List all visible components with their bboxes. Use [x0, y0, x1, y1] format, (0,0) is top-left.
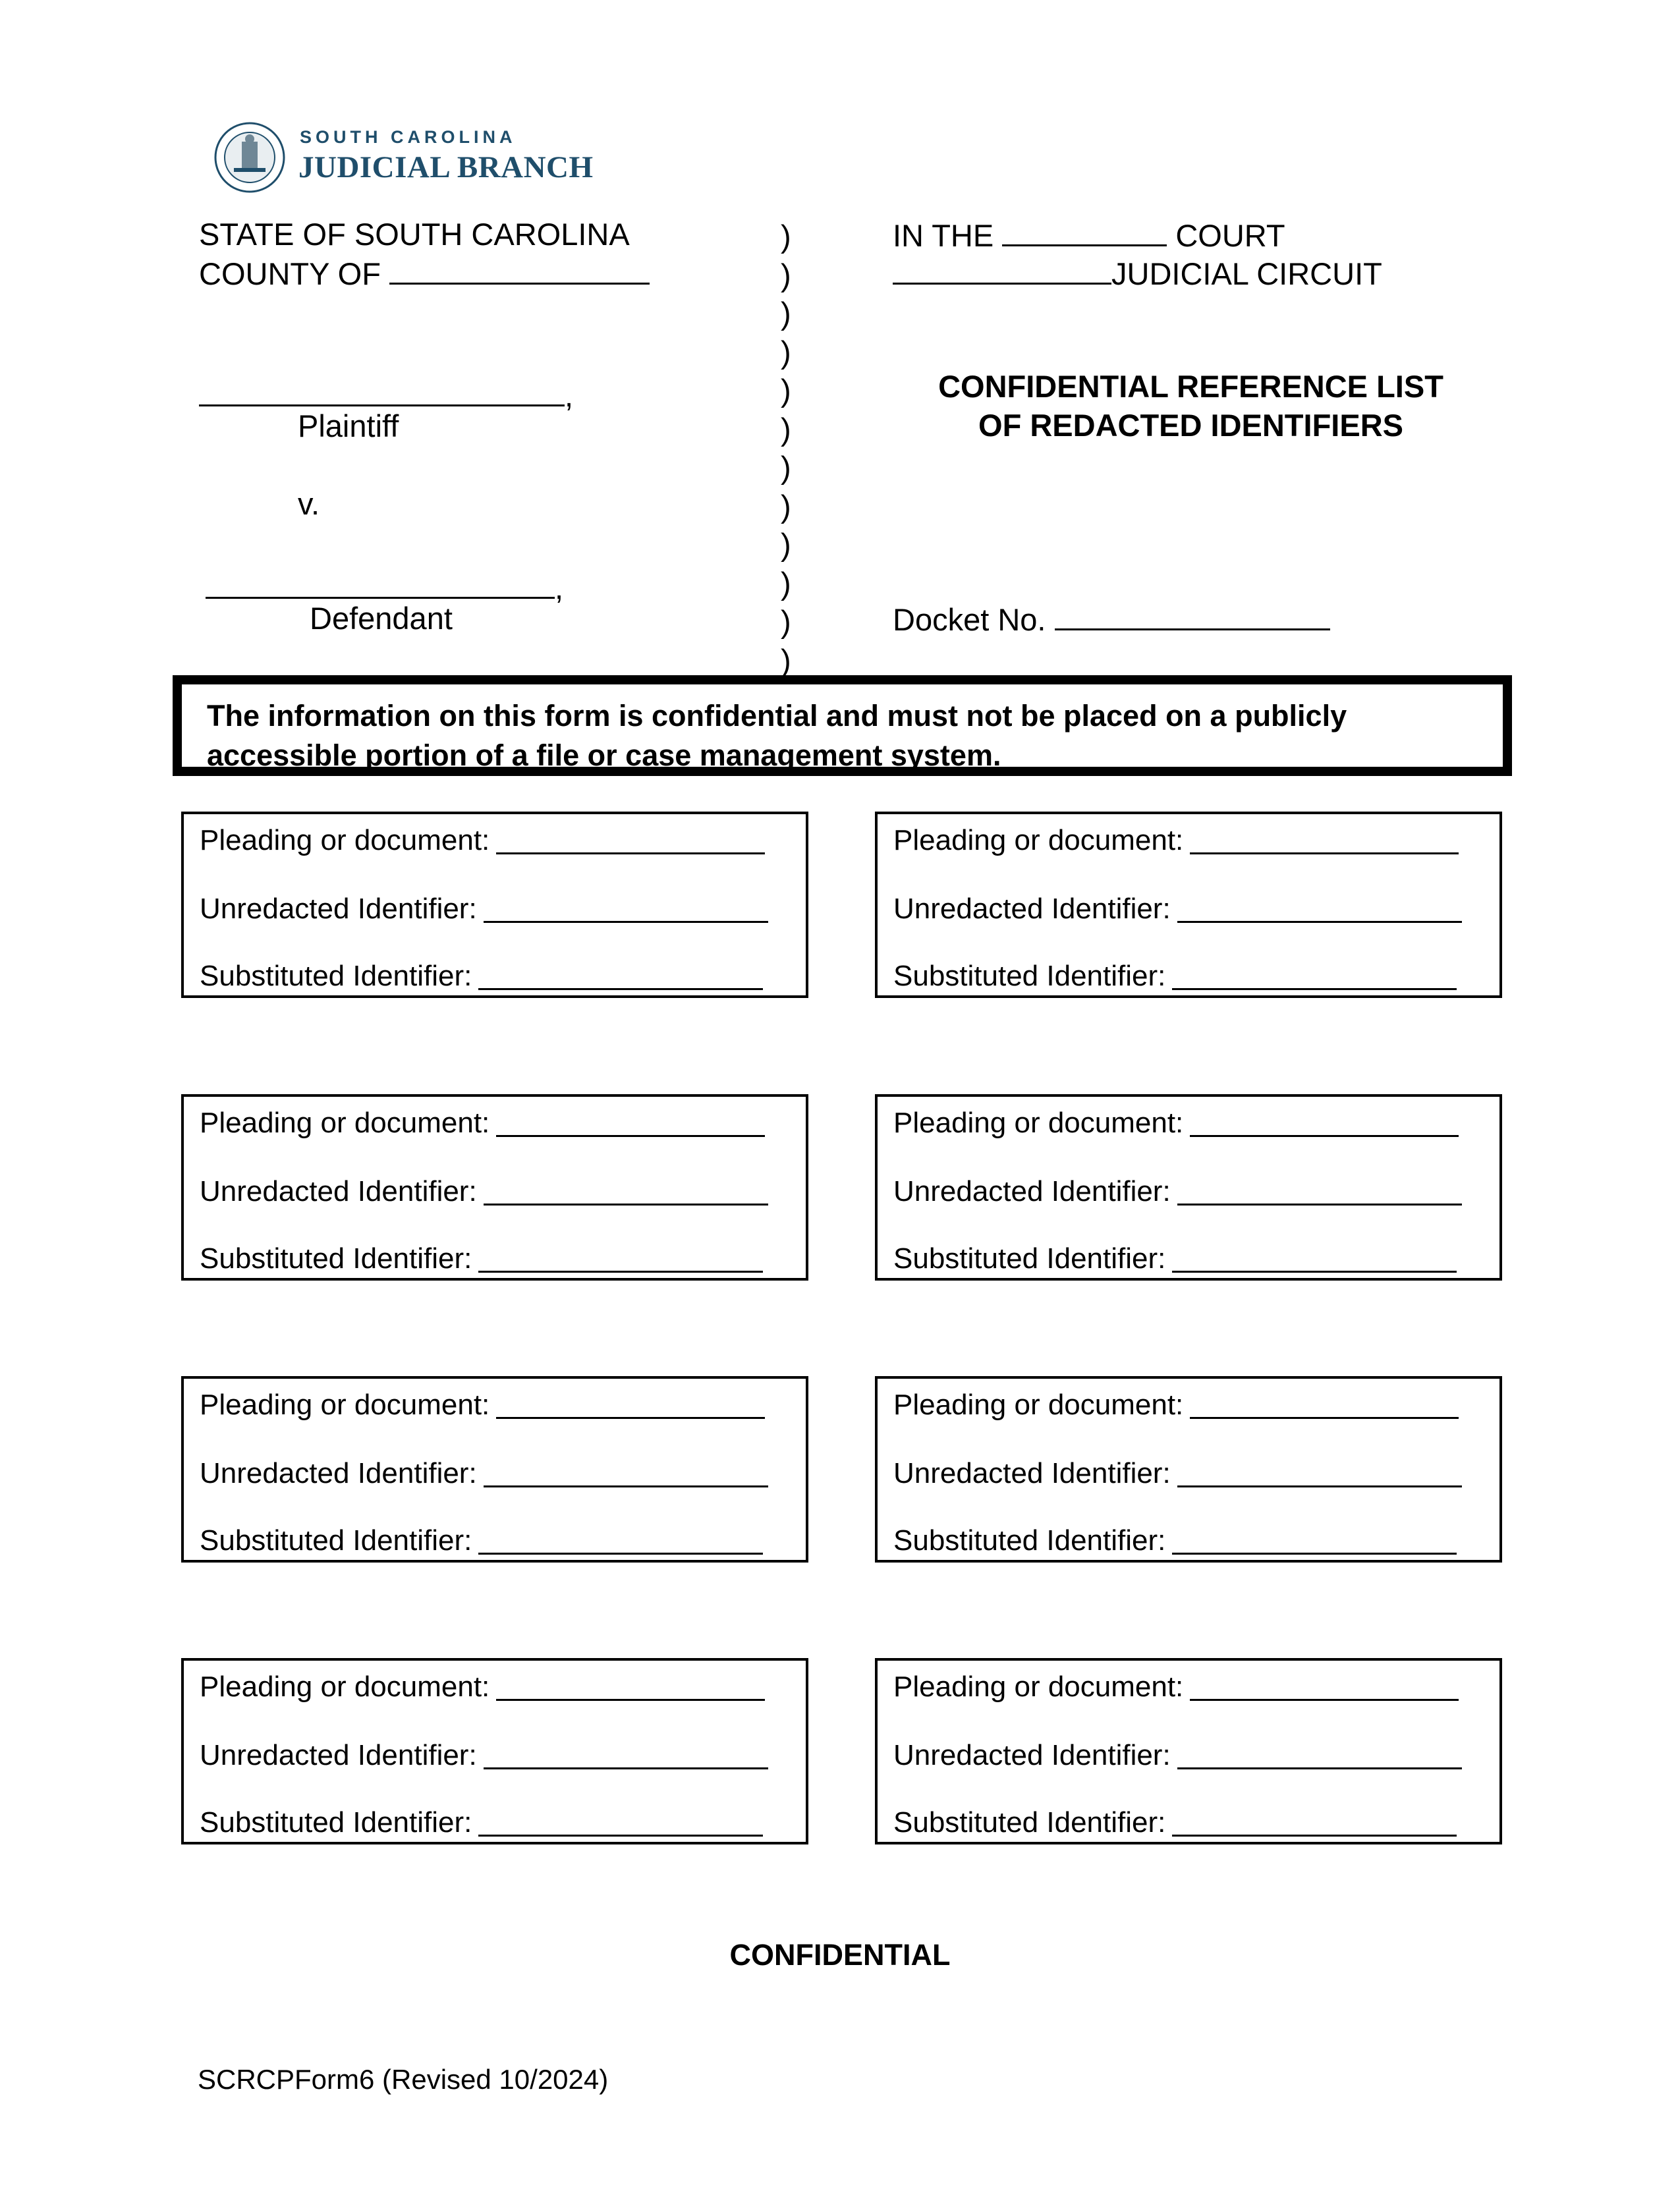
pleading-row — [200, 1106, 765, 1140]
unredacted-label: Unredacted Identifier: — [200, 1175, 477, 1207]
paren: ) — [781, 527, 791, 562]
substituted-input[interactable] — [478, 959, 763, 990]
pleading-input[interactable] — [1190, 1106, 1459, 1137]
redaction-entry — [875, 1658, 1502, 1844]
substituted-row — [893, 1524, 1457, 1558]
form-title-line2: OF REDACTED IDENTIFIERS — [978, 408, 1403, 443]
caption-divider — [781, 217, 791, 680]
unredacted-row — [893, 1175, 1462, 1209]
substituted-row — [200, 1242, 763, 1276]
redaction-entry — [875, 812, 1502, 998]
pleading-label: Pleading or document: — [200, 1107, 490, 1139]
paren: ) — [781, 296, 791, 331]
unredacted-input[interactable] — [1177, 892, 1462, 923]
unredacted-row — [200, 1738, 768, 1773]
unredacted-row — [200, 1456, 768, 1491]
unredacted-label: Unredacted Identifier: — [893, 1457, 1171, 1489]
unredacted-row — [200, 1175, 768, 1209]
substituted-input[interactable] — [1172, 959, 1457, 990]
pleading-row — [200, 823, 765, 858]
substituted-label: Substituted Identifier: — [893, 1524, 1166, 1557]
unredacted-input[interactable] — [1177, 1456, 1462, 1487]
substituted-label: Substituted Identifier: — [200, 1806, 472, 1839]
pleading-label: Pleading or document: — [893, 1671, 1184, 1703]
unredacted-input[interactable] — [484, 1456, 768, 1487]
substituted-row — [200, 959, 763, 993]
pleading-input[interactable] — [1190, 1388, 1459, 1419]
defendant-comma: , — [555, 570, 564, 605]
pleading-input[interactable] — [496, 1106, 765, 1137]
pleading-input[interactable] — [1190, 1670, 1459, 1701]
unredacted-input[interactable] — [484, 1175, 768, 1205]
redaction-entry — [875, 1376, 1502, 1563]
pleading-label: Pleading or document: — [893, 824, 1184, 856]
substituted-input[interactable] — [478, 1524, 763, 1555]
state-heading: STATE OF SOUTH CAROLINA — [199, 217, 630, 252]
unredacted-input[interactable] — [484, 892, 768, 923]
county-input[interactable] — [389, 254, 650, 285]
paren: ) — [781, 642, 791, 678]
unredacted-input[interactable] — [1177, 1175, 1462, 1205]
versus-label: v. — [298, 486, 320, 521]
paren: ) — [781, 334, 791, 370]
confidential-footer: CONFIDENTIAL — [729, 1938, 951, 1972]
pleading-label: Pleading or document: — [200, 1389, 490, 1421]
plaintiff-label: Plaintiff — [298, 408, 399, 443]
paren: ) — [781, 219, 791, 254]
substituted-input[interactable] — [478, 1242, 763, 1273]
redaction-entry — [181, 1658, 808, 1844]
paren: ) — [781, 373, 791, 408]
unredacted-input[interactable] — [1177, 1738, 1462, 1769]
substituted-row — [200, 1806, 763, 1840]
notice-line2: accessible portion of a file or case management system. — [207, 738, 1001, 772]
pleading-row — [200, 1388, 765, 1422]
form-identifier: SCRCPForm6 (Revised 10/2024) — [198, 2064, 609, 2095]
notice-line1: The information on this form is confidential and must not be placed on a publicly — [207, 699, 1347, 733]
pleading-label: Pleading or document: — [200, 824, 490, 856]
confidentiality-notice — [173, 675, 1512, 776]
circuit-line — [893, 254, 1382, 293]
court-line — [893, 215, 1285, 255]
substituted-row — [893, 1242, 1457, 1276]
substituted-row — [893, 959, 1457, 993]
plaintiff-comma: , — [565, 378, 574, 413]
redaction-entry — [875, 1094, 1502, 1281]
substituted-input[interactable] — [1172, 1524, 1457, 1555]
docket-label: Docket No. — [893, 602, 1046, 637]
paren: ) — [781, 450, 791, 485]
substituted-row — [893, 1806, 1457, 1840]
unredacted-input[interactable] — [484, 1738, 768, 1769]
unredacted-label: Unredacted Identifier: — [893, 1739, 1171, 1771]
pleading-row — [893, 823, 1459, 858]
substituted-label: Substituted Identifier: — [893, 1242, 1166, 1275]
unredacted-row — [893, 892, 1462, 926]
unredacted-label: Unredacted Identifier: — [893, 1175, 1171, 1207]
logo-state-name: SOUTH CAROLINA — [300, 127, 517, 147]
state-seal-icon — [214, 122, 285, 193]
pleading-label: Pleading or document: — [893, 1389, 1184, 1421]
substituted-label: Substituted Identifier: — [200, 960, 472, 992]
redaction-entry — [181, 812, 808, 998]
substituted-label: Substituted Identifier: — [200, 1242, 472, 1275]
docket-input[interactable] — [1055, 599, 1330, 630]
unredacted-label: Unredacted Identifier: — [200, 1457, 477, 1489]
pleading-input[interactable] — [1190, 823, 1459, 854]
pleading-input[interactable] — [496, 823, 765, 854]
paren: ) — [781, 257, 791, 292]
unredacted-label: Unredacted Identifier: — [200, 893, 477, 925]
defendant-label: Defendant — [310, 601, 453, 636]
pleading-row — [893, 1388, 1459, 1422]
form-title-line1: CONFIDENTIAL REFERENCE LIST — [938, 369, 1443, 404]
court-input[interactable] — [1002, 215, 1167, 246]
defendant-input[interactable] — [206, 568, 555, 599]
docket-line — [893, 599, 1330, 639]
unredacted-row — [893, 1738, 1462, 1773]
substituted-input[interactable] — [478, 1806, 763, 1837]
substituted-label: Substituted Identifier: — [893, 1806, 1166, 1839]
circuit-input[interactable] — [893, 254, 1111, 285]
county-line — [199, 254, 650, 293]
paren: ) — [781, 488, 791, 524]
unredacted-row — [200, 892, 768, 926]
substituted-input[interactable] — [1172, 1806, 1457, 1837]
pleading-row — [893, 1106, 1459, 1140]
pleading-row — [200, 1670, 765, 1704]
substituted-label: Substituted Identifier: — [893, 960, 1166, 992]
circuit-suffix: JUDICIAL CIRCUIT — [1111, 256, 1382, 291]
substituted-input[interactable] — [1172, 1242, 1457, 1273]
unredacted-row — [893, 1456, 1462, 1491]
pleading-input[interactable] — [496, 1388, 765, 1419]
paren: ) — [781, 604, 791, 639]
court-suffix: COURT — [1175, 218, 1285, 253]
unredacted-label: Unredacted Identifier: — [200, 1739, 477, 1771]
pleading-label: Pleading or document: — [893, 1107, 1184, 1139]
logo-branch-name: JUDICIAL BRANCH — [298, 150, 594, 184]
redaction-entry — [181, 1376, 808, 1563]
substituted-row — [200, 1524, 763, 1558]
plaintiff-input[interactable] — [199, 375, 565, 406]
redaction-entry — [181, 1094, 808, 1281]
paren: ) — [781, 411, 791, 447]
unredacted-label: Unredacted Identifier: — [893, 893, 1171, 925]
paren: ) — [781, 565, 791, 601]
pleading-input[interactable] — [496, 1670, 765, 1701]
county-label: COUNTY OF — [199, 256, 381, 291]
judicial-branch-logo — [214, 122, 596, 194]
substituted-label: Substituted Identifier: — [200, 1524, 472, 1557]
court-prefix: IN THE — [893, 218, 994, 253]
pleading-row — [893, 1670, 1459, 1704]
pleading-label: Pleading or document: — [200, 1671, 490, 1703]
